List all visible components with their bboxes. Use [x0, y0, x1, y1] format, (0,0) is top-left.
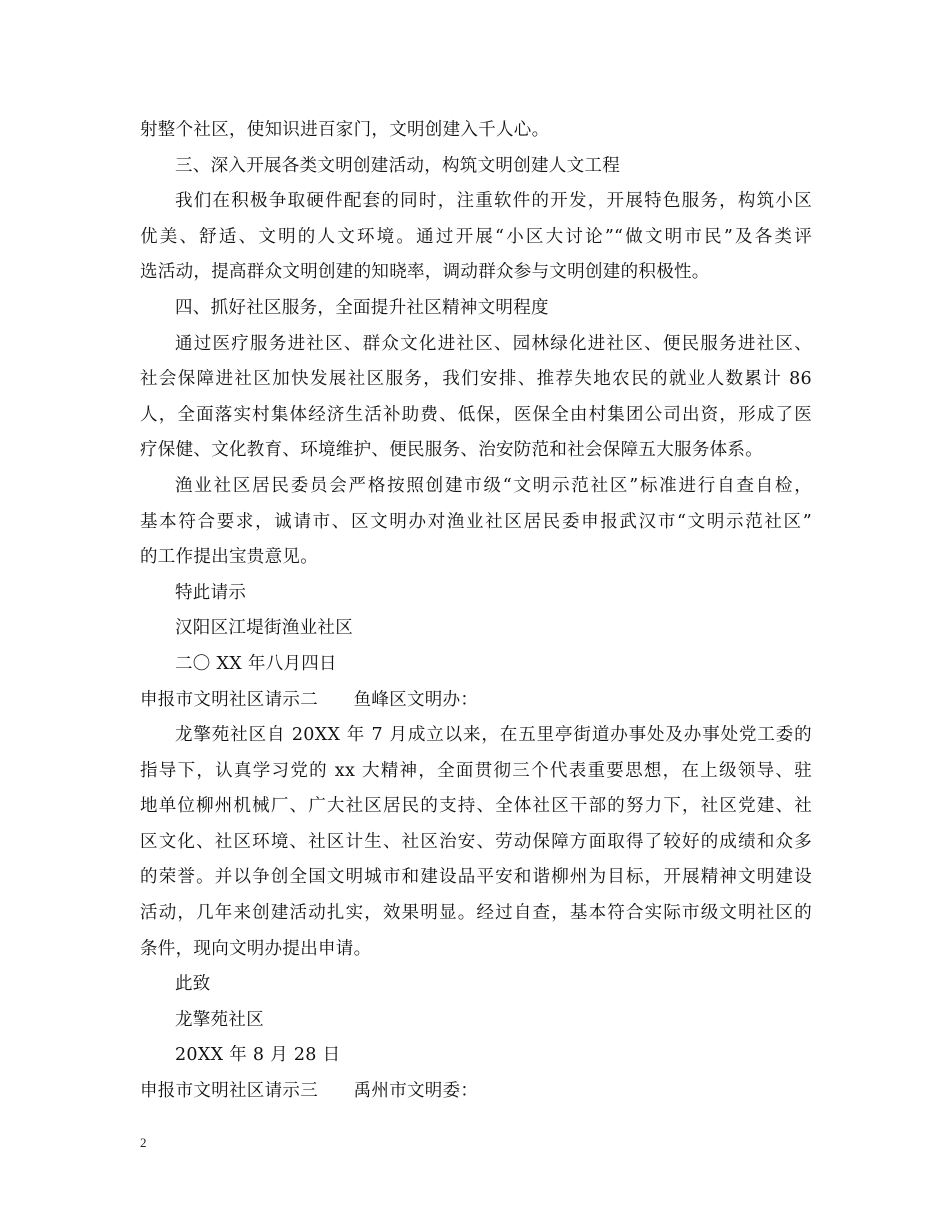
paragraph-line: 活动，几年来创建活动扎实，效果明显。经过自查，基本符合实际市级文明社区的: [140, 903, 812, 924]
closing-line: 特此请示: [175, 582, 247, 603]
paragraph-line: 选活动，提高群众文明创建的知晓率，调动群众参与文明创建的积极性。: [140, 262, 710, 283]
paragraph-line: 射整个社区，使知识进百家门，文明创建入千人心。: [140, 120, 550, 140]
paragraph-line: 条件，现向文明办提出申请。: [140, 938, 372, 959]
paragraph-line: 疗保健、文化教育、环境维护、便民服务、治安防范和社会保障五大服务体系。: [140, 440, 763, 461]
paragraph-line: 社会保障进社区加快发展社区服务，我们安排、推荐失地农民的就业人数累计 86: [140, 369, 812, 390]
section-heading-3: 三、深入开展各类文明创建活动，构筑文明创建人文工程: [175, 155, 620, 176]
paragraph-line: 龙擎苑社区自 20XX 年 7 月成立以来，在五里亭街道办事处及办事处党工委的: [175, 725, 812, 746]
signature-date: 20XX 年 8 月 28 日: [175, 1045, 341, 1066]
section-heading-4: 四、抓好社区服务，全面提升社区精神文明程度: [175, 297, 549, 318]
request-heading-2: 申报市文明社区请示二 鱼峰区文明办：: [140, 689, 479, 710]
paragraph-line: 区文化、社区环境、社区计生、社区治安、劳动保障方面取得了较好的成绩和众多: [140, 831, 812, 852]
paragraph-line: 渔业社区居民委员会严格按照创建市级“文明示范社区”标准进行自查自检，: [175, 475, 812, 496]
paragraph-line: 指导下，认真学习党的 xx 大精神，全面贯彻三个代表重要思想，在上级领导、驻: [140, 760, 812, 781]
request-heading-3: 申报市文明社区请示三 禹州市文明委：: [140, 1081, 479, 1102]
paragraph-line: 优美、舒适、文明的人文环境。通过开展“小区大讨论”“做文明市民”及各类评: [140, 226, 812, 247]
paragraph-line: 基本符合要求，诚请市、区文明办对渔业社区居民委申报武汉市“文明示范社区”: [140, 511, 812, 532]
signature-org: 龙擎苑社区: [175, 1009, 264, 1030]
paragraph-line: 我们在积极争取硬件配套的同时，注重软件的开发，开展特色服务，构筑小区: [175, 191, 812, 212]
page-number: 2: [140, 1135, 147, 1150]
paragraph-line: 的荣誉。并以争创全国文明城市和建设品平安和谐柳州为目标，开展精神文明建设: [140, 867, 812, 888]
closing-line: 此致: [175, 974, 211, 995]
signature-org: 汉阳区江堤街渔业社区: [175, 618, 353, 639]
signature-date: 二〇 XX 年八月四日: [175, 653, 337, 674]
paragraph-line: 人，全面落实村集体经济生活补助费、低保，医保全由村集团公司出资，形成了医: [140, 404, 812, 425]
paragraph-line: 通过医疗服务进社区、群众文化进社区、园林绿化进社区、便民服务进社区、: [175, 333, 812, 354]
paragraph-line: 地单位柳州机械厂、广大社区居民的支持、全体社区干部的努力下，社区党建、社: [140, 796, 812, 817]
paragraph-line: 的工作提出宝贵意见。: [140, 547, 318, 568]
document-body: [140, 113, 812, 1110]
